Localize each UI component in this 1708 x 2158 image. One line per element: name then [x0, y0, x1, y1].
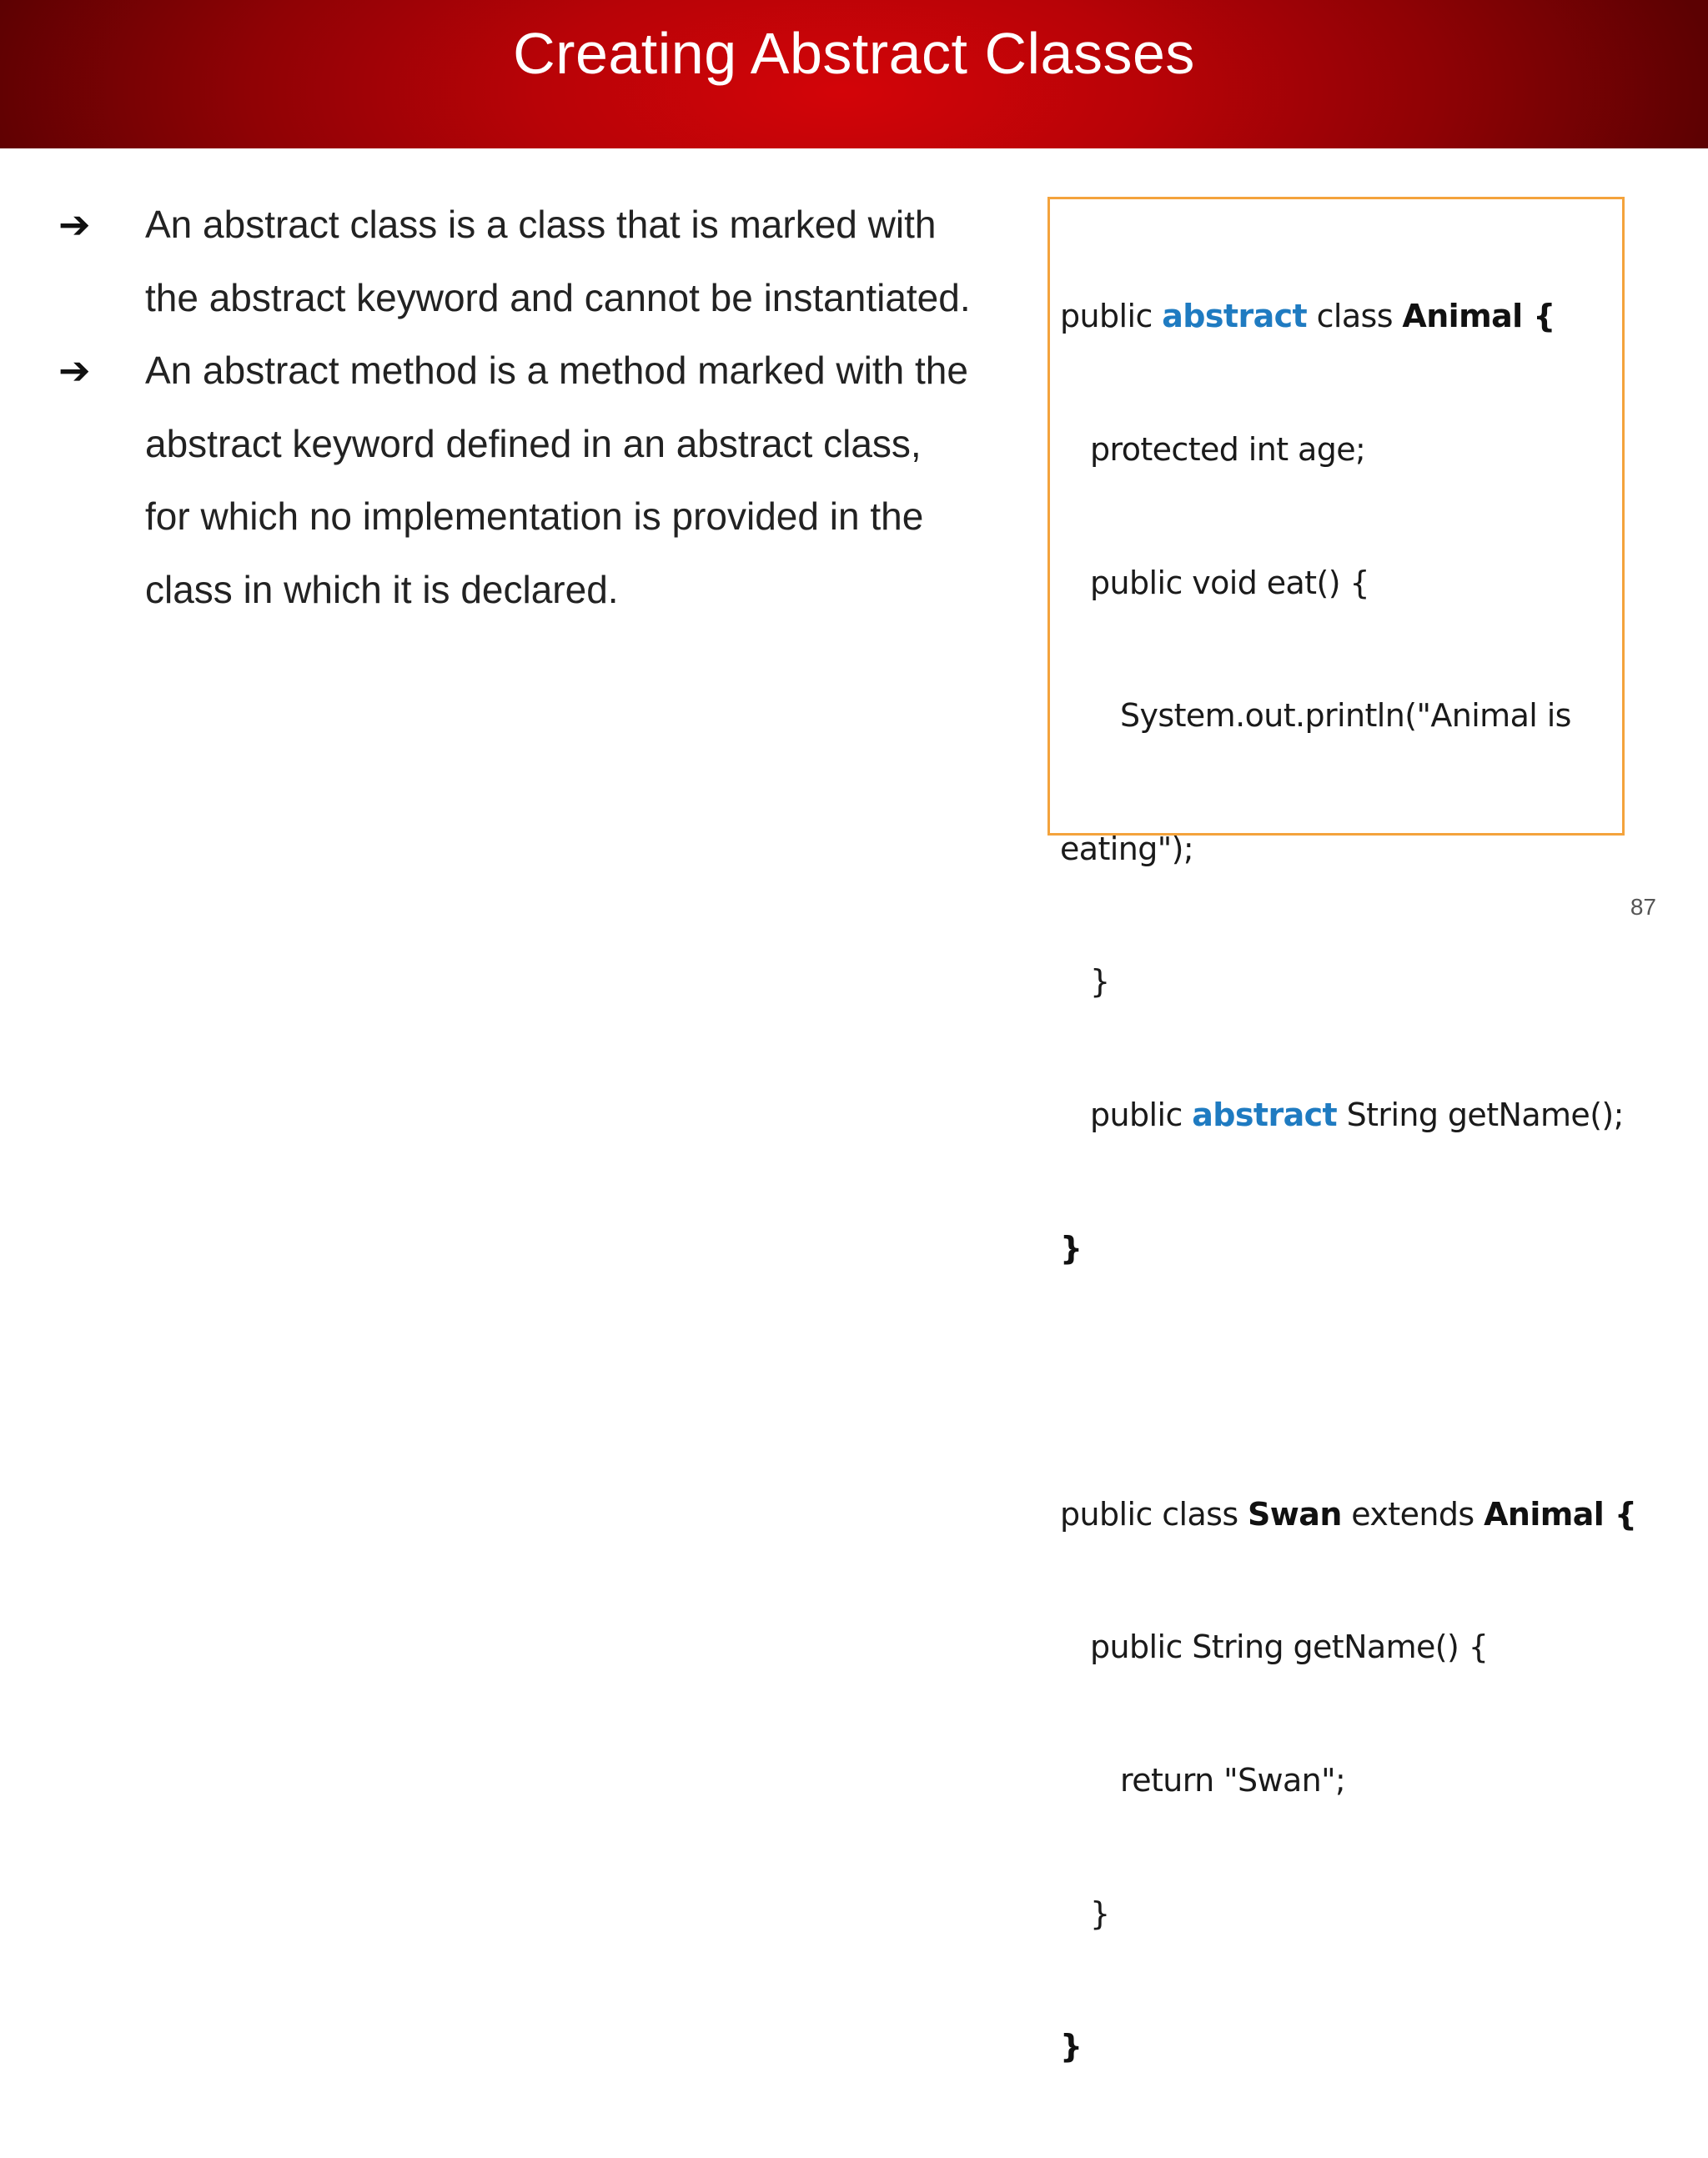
bullet-item	[58, 188, 1017, 334]
code-line: public class Swan extends Animal {	[1060, 1495, 1637, 1533]
code-line: public abstract class Animal {	[1060, 298, 1555, 335]
code-line	[1060, 1359, 1624, 1403]
code-line: }	[1060, 1229, 1083, 1267]
bullet-line: the abstract keyword and cannot be instantiated.	[145, 275, 971, 319]
code-snippet	[1060, 206, 1637, 2158]
bullet-line: for which no implementation is provided in the	[145, 494, 924, 538]
bullet-list	[58, 188, 1017, 626]
code-line: return "Swan";	[1120, 1761, 1346, 1799]
bullet-item	[58, 334, 1017, 626]
code-line: eating");	[1060, 830, 1194, 867]
code-line: }	[1060, 2028, 1083, 2065]
page-number: 87	[1630, 894, 1656, 920]
right-arrow-icon: ➔	[58, 348, 91, 393]
bullet-line: An abstract method is a method marked with the	[145, 349, 968, 392]
title-banner	[0, 0, 1708, 148]
code-snippet-box	[1047, 197, 1637, 2065]
code-line: public abstract String getName();	[1090, 1096, 1624, 1133]
code-line: public void eat() {	[1090, 564, 1369, 601]
right-arrow-icon: ➔	[58, 202, 91, 247]
code-line: }	[1090, 1895, 1110, 1932]
bullet-line: class in which it is declared.	[145, 567, 619, 611]
code-line: protected int age;	[1090, 431, 1366, 468]
bullet-line: An abstract class is a class that is marked with	[145, 203, 937, 246]
code-line: public String getName() {	[1090, 1629, 1489, 1666]
slide-title: Creating Abstract Classes	[513, 21, 1195, 86]
code-line: System.out.println("Animal is	[1120, 697, 1571, 735]
bullet-line: abstract keyword defined in an abstract class,	[145, 421, 922, 465]
code-line: }	[1090, 963, 1110, 1001]
